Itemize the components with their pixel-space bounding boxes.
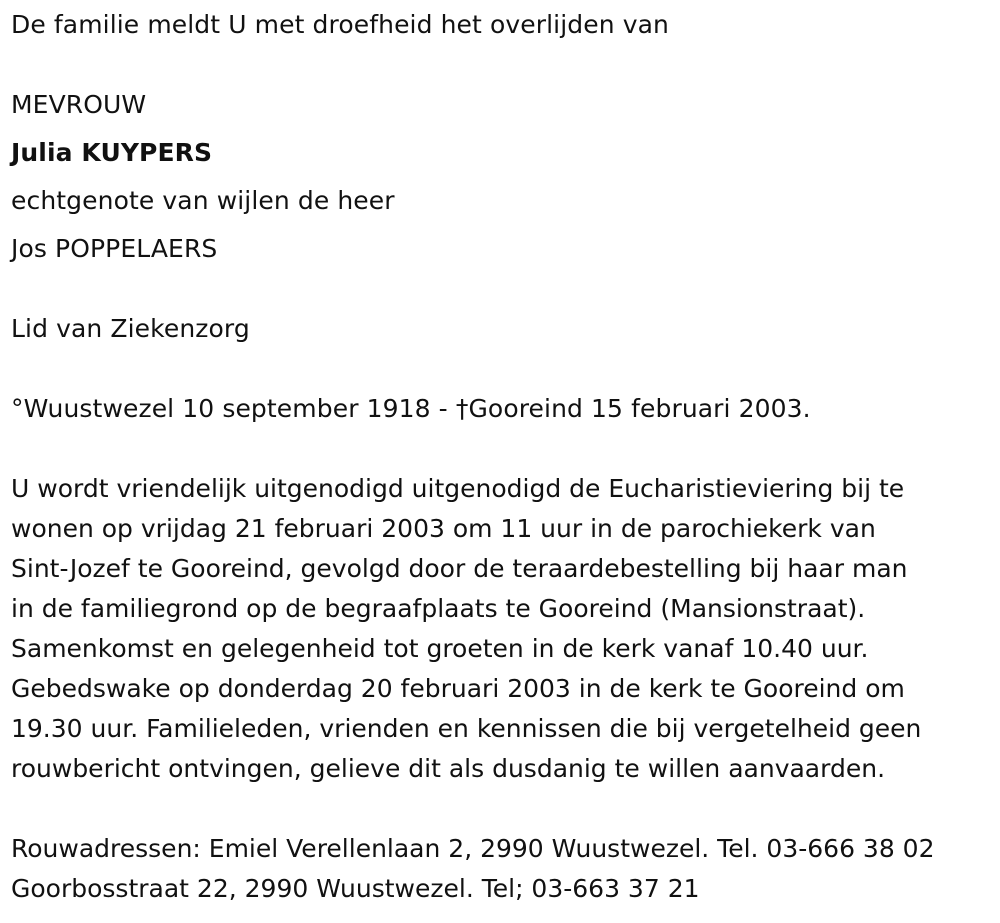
invitation-paragraph	[11, 469, 921, 789]
invitation-line: Gebedswake op donderdag 20 februari 2003 in de kerk te Gooreind om	[11, 674, 905, 703]
invitation-line: in de familiegrond op de begraafplaats te Gooreind (Mansionstraat).	[11, 594, 866, 623]
address-line: Rouwadressen: Emiel Verellenlaan 2, 2990 Wuustwezel. Tel. 03-666 38 02	[11, 834, 935, 863]
addresses-paragraph	[11, 829, 935, 909]
invitation-line: 19.30 uur. Familieleden, vrienden en kennissen die bij vergetelheid geen	[11, 714, 922, 743]
spouse-name: Jos POPPELAERS	[11, 234, 218, 263]
membership-text: Lid van Ziekenzorg	[11, 314, 250, 343]
deceased-name: Julia KUYPERS	[11, 138, 213, 167]
invitation-line: wonen op vrijdag 21 februari 2003 om 11 uur in de parochiekerk van	[11, 514, 876, 543]
invitation-line: rouwbericht ontvingen, gelieve dit als dusdanig te willen aanvaarden.	[11, 754, 886, 783]
invitation-line: U wordt vriendelijk uitgenodigd uitgenodigd de Eucharistieviering bij te	[11, 474, 905, 503]
life-dates: °Wuustwezel 10 september 1918 - †Gooreind 15 februari 2003.	[11, 394, 811, 423]
honorific: MEVROUW	[11, 90, 147, 119]
address-line: Goorbosstraat 22, 2990 Wuustwezel. Tel; 03-663 37 21	[11, 874, 700, 903]
invitation-line: Sint-Jozef te Gooreind, gevolgd door de teraardebestelling bij haar man	[11, 554, 908, 583]
relation-text: echtgenote van wijlen de heer	[11, 186, 395, 215]
intro-text: De familie meldt U met droefheid het overlijden van	[11, 10, 669, 39]
invitation-line: Samenkomst en gelegenheid tot groeten in de kerk vanaf 10.40 uur.	[11, 634, 869, 663]
